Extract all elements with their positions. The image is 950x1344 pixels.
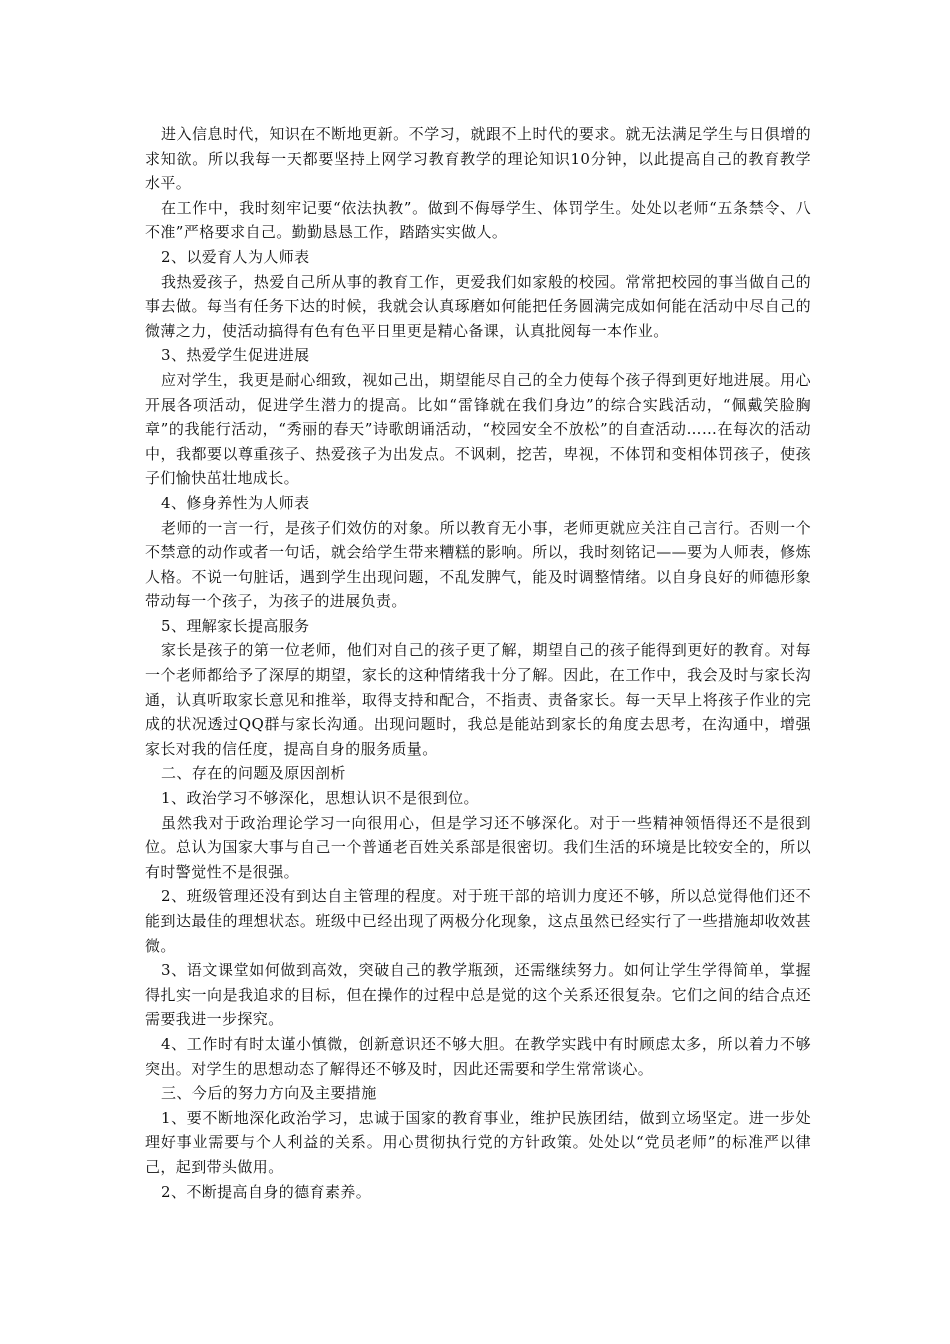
- paragraph-chinese-classroom: 3、语文课堂如何做到高效，突破自己的教学瓶颈，还需继续努力。如何让学生学得简单，掌握得扎实一向是我追求的目标，但在操作的过程中总是觉的这个关系还很复杂。它们之间的结合点还需要我进一步探究。: [145, 961, 811, 1029]
- paragraph-work-caution: 4、工作时有时太谨小慎微，创新意识还不够大胆。在教学实践中有时顾虑太多，所以着力不够突出。对学生的思想动态了解得还不够及时，因此还需要和学生常常谈心。: [145, 1034, 811, 1078]
- problem-heading-political-study: 1、政治学习不够深化，思想认识不是很到位。: [161, 789, 479, 808]
- section-heading-problems: 二、存在的问题及原因剖析: [161, 764, 346, 783]
- paragraph-love-children: 我热爱孩子，热爱自己所从事的教育工作，更爱我们如家般的校园。常常把校园的事当做自己的事去做。每当有任务下达的时候，我就会认真琢磨如何能把任务圆满完成如何能在活动中尽自己的微薄之力，使活动搞得有色有色平日里更是精心备课，认真批阅每一本作业。: [145, 272, 811, 340]
- section-heading-parents-service: 5、理解家长提高服务: [161, 616, 310, 635]
- paragraph-parent-communication: 家长是孩子的第一位老师，他们对自己的孩子更了解，期望自己的孩子能得到更好的教育。对每一个老师都给予了深厚的期望，家长的这种情绪我十分了解。因此，在工作中，我会及时与家长沟通，认真听取家长意见和推举，取得支持和配合，不指责、责备家长。每一天早上将孩子作业的完成的状况透过QQ群与家长沟通。出现问题时，我总是能站到家长的角度去思考，在沟通中，增强家长对我的信任度，提高自身的服务质量。: [145, 641, 811, 758]
- paragraph-deepen-study: 1、要不断地深化政治学习，忠诚于国家的教育事业，维护民族团结，做到立场坚定。进一步处理好事业需要与个人利益的关系。用心贯彻执行党的方针政策。处处以“党员老师”的标准严以律己，起到带头做用。: [145, 1108, 811, 1176]
- paragraph-student-activities: 应对学生，我更是耐心细致，视如己出，期望能尽自己的全力使每个孩子得到更好地进展。用心开展各项活动，促进学生潜力的提高。比如“雷锋就在我们身边”的综合实践活动，“佩戴笑脸胸章”的我能行活动，“秀丽的春天”诗歌朗诵活动，“校园安全不放松”的自查活动……在每次的活动中，我都要以尊重孩子、热爱孩子为出发点。不讽刺，挖苦，卑视，不体罚和变相体罚孩子，使孩子们愉快茁壮地成长。: [145, 370, 811, 488]
- section-heading-self-cultivation: 4、修身养性为人师表: [161, 493, 310, 512]
- document-body: [145, 122, 811, 1204]
- measure-heading-moral-education: 2、不断提高自身的德育素养。: [161, 1182, 372, 1201]
- paragraph-political-study: 虽然我对于政治理论学习一向很用心，但是学习还不够深化。对于一些精神领悟得还不是很到位。总认为国家大事与自己一个普通老百姓关系部是很密切。我们生活的环境是比较安全的，所以有时警觉性不是很强。: [145, 813, 811, 881]
- section-heading-future-measures: 三、今后的努力方向及主要措施: [161, 1084, 377, 1103]
- paragraph-teacher-example: 老师的一言一行，是孩子们效仿的对象。所以教育无小事，老师更就应关注自己言行。否则一个不禁意的动作或者一句话，就会给学生带来糟糕的影响。所以，我时刻铭记——要为人师表，修炼人格。不说一句脏话，遇到学生出现问题，不乱发脾气，能及时调整情绪。以自身良好的师德形象带动每一个孩子，为孩子的进展负责。: [145, 518, 811, 611]
- paragraph-law-teaching: 在工作中，我时刻牢记要“依法执教”。做到不侮辱学生、体罚学生。处处以老师“五条禁令、八不准”严格要求自己。勤勤恳恳工作，踏踏实实做人。: [145, 198, 811, 242]
- paragraph-info-age: 进入信息时代，知识在不断地更新。不学习，就跟不上时代的要求。就无法满足学生与日俱增的求知欲。所以我每一天都要坚持上网学习教育教学的理论知识10分钟，以此提高自己的教育教学水平。: [145, 125, 811, 193]
- paragraph-class-management: 2、班级管理还没有到达自主管理的程度。对于班干部的培训力度还不够，所以总觉得他们还不能到达最佳的理想状态。班级中已经出现了两极分化现象，这点虽然已经实行了一些措施却收效甚微。: [145, 887, 811, 955]
- section-heading-love-education: 2、以爱育人为人师表: [161, 247, 310, 266]
- section-heading-love-students: 3、热爱学生促进进展: [161, 346, 310, 365]
